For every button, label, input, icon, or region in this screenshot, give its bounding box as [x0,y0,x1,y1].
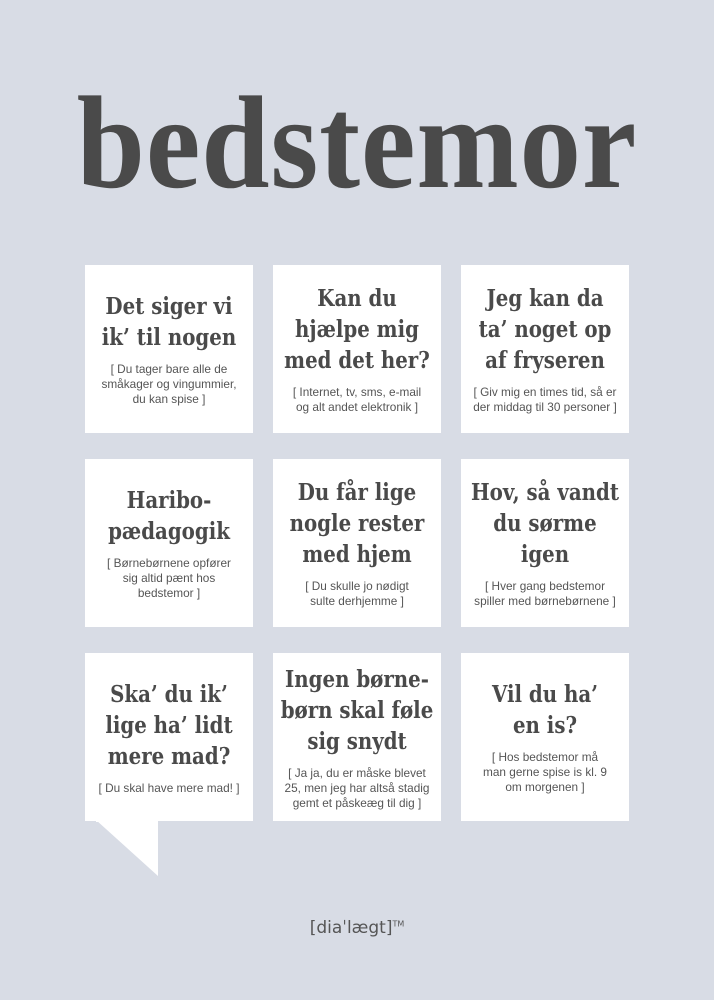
trademark-mark: TM [392,919,405,929]
quote-card-6 [461,459,629,627]
quote-card-3 [461,265,629,433]
quote-subtext: [ Hver gang bedstemor spiller med børnebørnene ] [474,579,616,608]
speech-bubble-tail [96,820,158,876]
quote-heading: Hov, så vandt du sørme igen [470,479,620,568]
quote-card-5 [273,459,441,627]
quote-heading: Kan du hjælpe mig med det her? [284,285,430,374]
quote-heading: Du får lige nogle rester med hjem [289,479,425,568]
brand-logo [0,918,714,938]
quote-card-7 [85,653,253,821]
quote-subtext: [ Du skulle jo nødigt sulte derhjemme ] [305,579,409,608]
quote-subtext: [ Giv mig en times tid, så er der middag til 30 personer ] [473,385,617,414]
poster-title: bedstemor [76,69,638,216]
quote-card-2 [273,265,441,433]
quote-subtext: [ Hos bedstemor må man gerne spise is kl. 9 om morgenen ] [483,750,607,794]
speech-bubble-tail-join [96,820,158,822]
quote-subtext: [ Du tager bare alle de småkager og vingummier, du kan spise ] [101,362,237,406]
quote-heading: Haribo- pædagogik [108,487,230,545]
quote-subtext: [ Ja ja, du er måske blevet 25, men jeg har altså stadig gemt et påskeæg til dig ] [284,765,430,810]
quote-heading: Ska’ du ik’ lige ha’ lidt mere mad? [105,680,233,770]
quote-heading: Det siger vi ik’ til nogen [101,293,237,351]
quote-heading: Vil du ha’ en is? [491,681,599,739]
quote-card-9 [461,653,629,821]
quote-subtext: [ Du skal have mere mad! ] [98,780,240,795]
quote-subtext: [ Børnebørnene opfører sig altid pænt hos bedstemor ] [107,556,231,600]
quote-card-4 [85,459,253,627]
quote-card-8 [273,653,441,821]
quote-card-1 [85,265,253,433]
brand-name: [diaˈlægt] [309,918,393,938]
quote-heading: Jeg kan da ta’ noget op af fryseren [478,285,612,374]
quote-heading: Ingen børne- børn skal føle sig snydt [280,665,434,755]
quote-subtext: [ Internet, tv, sms, e-mail og alt andet elektronik ] [292,385,422,414]
